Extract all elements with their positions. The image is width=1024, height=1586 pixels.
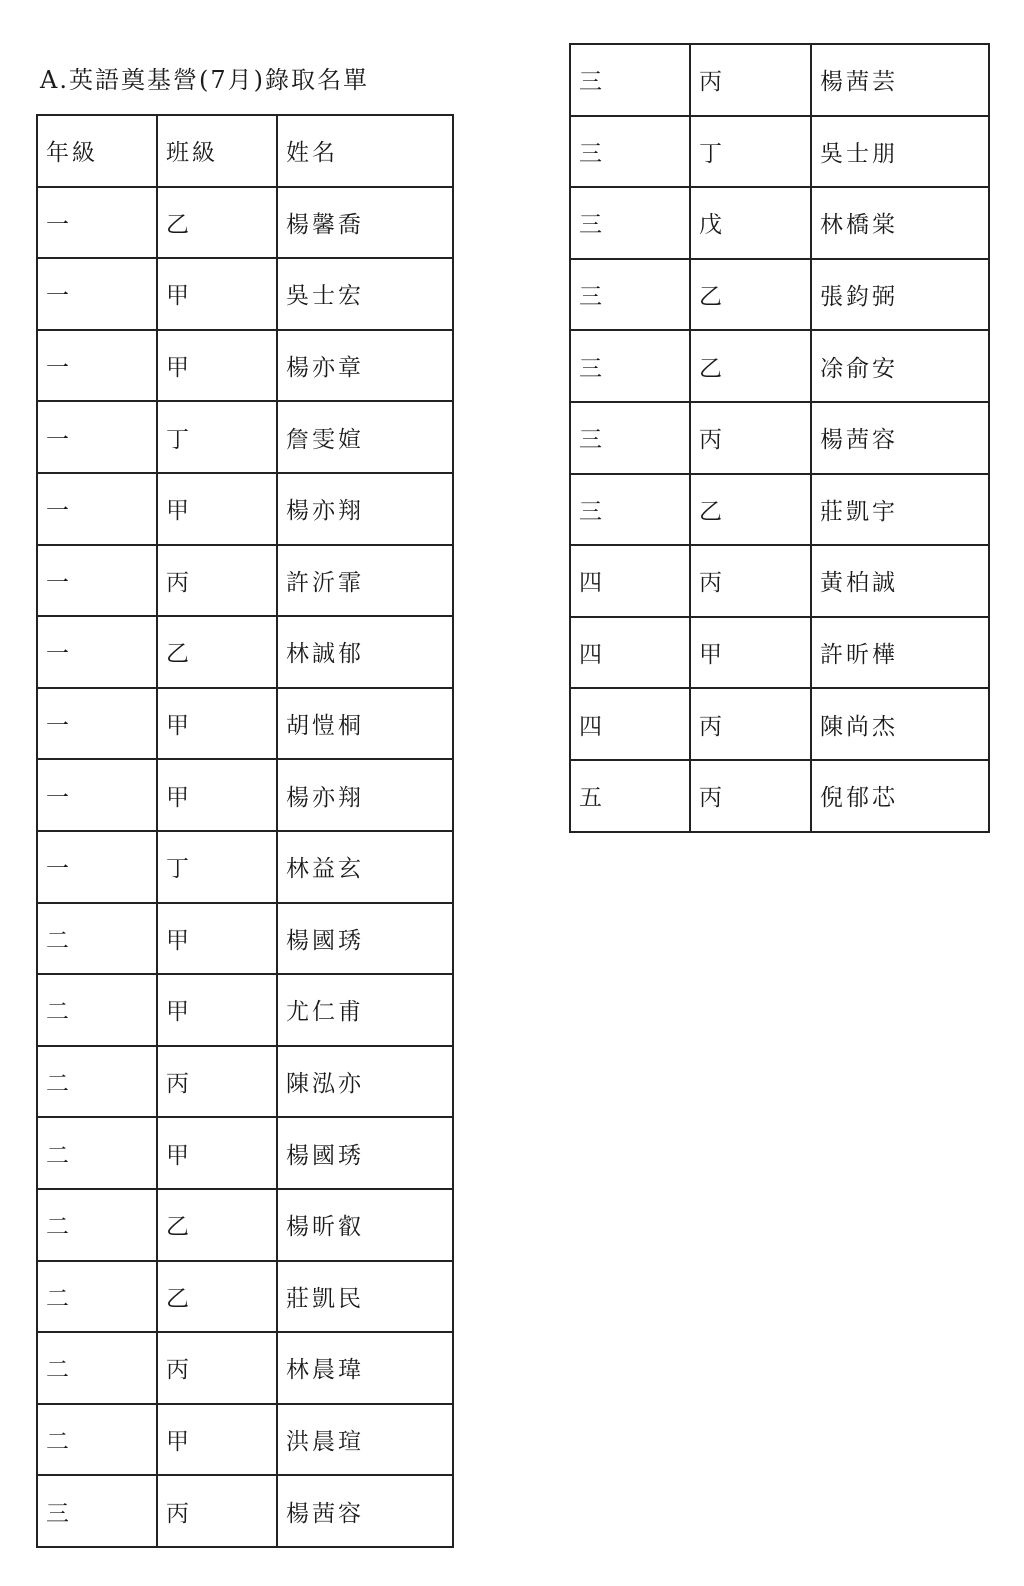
cell-class: 乙 xyxy=(157,1189,277,1261)
cell-student-name: 楊國琇 xyxy=(277,903,453,975)
document-title: A.英語奠基營(7月)錄取名單 xyxy=(40,66,369,94)
table-row xyxy=(570,545,989,617)
table-row xyxy=(570,402,989,474)
cell-student-name: 洪晨瑄 xyxy=(277,1404,453,1476)
cell-class: 乙 xyxy=(690,330,811,402)
cell-class: 甲 xyxy=(157,688,277,760)
cell-student-name: 林晨瑋 xyxy=(277,1332,453,1404)
cell-class: 乙 xyxy=(690,259,811,331)
table-row xyxy=(37,1475,453,1547)
cell-class: 甲 xyxy=(157,1117,277,1189)
cell-grade: 三 xyxy=(570,44,690,116)
table-row xyxy=(37,1117,453,1189)
cell-student-name: 凃俞安 xyxy=(811,330,989,402)
cell-grade: 一 xyxy=(37,473,157,545)
cell-student-name: 吳士朋 xyxy=(811,116,989,188)
cell-student-name: 倪郁芯 xyxy=(811,760,989,832)
cell-grade: 二 xyxy=(37,1046,157,1118)
cell-grade: 四 xyxy=(570,617,690,689)
cell-class: 丙 xyxy=(157,1475,277,1547)
cell-student-name: 陳泓亦 xyxy=(277,1046,453,1118)
cell-grade: 一 xyxy=(37,187,157,259)
cell-class: 甲 xyxy=(690,617,811,689)
cell-class: 甲 xyxy=(157,258,277,330)
cell-student-name: 胡愷桐 xyxy=(277,688,453,760)
cell-student-name: 楊國琇 xyxy=(277,1117,453,1189)
cell-class: 丙 xyxy=(690,545,811,617)
cell-class: 戊 xyxy=(690,187,811,259)
cell-grade: 五 xyxy=(570,760,690,832)
cell-class: 丙 xyxy=(690,760,811,832)
cell-class: 甲 xyxy=(157,903,277,975)
cell-student-name: 林橋棠 xyxy=(811,187,989,259)
table-row xyxy=(570,116,989,188)
cell-grade: 二 xyxy=(37,974,157,1046)
table-row xyxy=(37,688,453,760)
cell-grade: 二 xyxy=(37,1117,157,1189)
cell-student-name: 楊茜芸 xyxy=(811,44,989,116)
cell-student-name: 吳士宏 xyxy=(277,258,453,330)
cell-grade: 一 xyxy=(37,831,157,903)
table-row xyxy=(37,330,453,402)
cell-grade: 三 xyxy=(570,402,690,474)
admission-table-left xyxy=(36,114,454,1548)
cell-student-name: 林益玄 xyxy=(277,831,453,903)
cell-class: 丙 xyxy=(690,688,811,760)
cell-grade: 三 xyxy=(37,1475,157,1547)
table-row xyxy=(37,258,453,330)
cell-grade: 三 xyxy=(570,259,690,331)
cell-grade: 四 xyxy=(570,545,690,617)
table-row xyxy=(37,831,453,903)
table-row xyxy=(37,1189,453,1261)
table-row xyxy=(570,187,989,259)
table-row xyxy=(37,616,453,688)
cell-student-name: 詹雯媗 xyxy=(277,401,453,473)
cell-class: 丙 xyxy=(157,1046,277,1118)
cell-grade: 一 xyxy=(37,545,157,617)
cell-class: 乙 xyxy=(157,187,277,259)
table-row xyxy=(37,759,453,831)
table-row xyxy=(37,545,453,617)
cell-student-name: 許昕樺 xyxy=(811,617,989,689)
cell-class: 乙 xyxy=(157,616,277,688)
cell-grade: 三 xyxy=(570,474,690,546)
table-row xyxy=(37,473,453,545)
cell-grade: 三 xyxy=(570,116,690,188)
cell-class: 乙 xyxy=(157,1261,277,1333)
cell-student-name: 莊凱民 xyxy=(277,1261,453,1333)
cell-grade: 三 xyxy=(570,187,690,259)
table-body-right xyxy=(570,44,989,832)
cell-student-name: 林誠郁 xyxy=(277,616,453,688)
cell-class: 甲 xyxy=(157,473,277,545)
cell-student-name: 許沂霏 xyxy=(277,545,453,617)
table-row xyxy=(570,259,989,331)
table-row xyxy=(37,187,453,259)
header-grade: 年級 xyxy=(37,115,157,187)
table-row xyxy=(37,1046,453,1118)
cell-grade: 二 xyxy=(37,1332,157,1404)
cell-student-name: 楊馨喬 xyxy=(277,187,453,259)
table-header-row xyxy=(37,115,453,187)
cell-class: 丙 xyxy=(690,402,811,474)
cell-class: 丙 xyxy=(157,545,277,617)
table-row xyxy=(37,1404,453,1476)
table-row xyxy=(37,974,453,1046)
cell-grade: 一 xyxy=(37,401,157,473)
table-row xyxy=(570,474,989,546)
table-row xyxy=(37,1261,453,1333)
table-row xyxy=(37,903,453,975)
cell-class: 丁 xyxy=(690,116,811,188)
cell-student-name: 楊茜容 xyxy=(277,1475,453,1547)
cell-grade: 二 xyxy=(37,1404,157,1476)
table-row xyxy=(570,330,989,402)
cell-grade: 一 xyxy=(37,258,157,330)
cell-student-name: 楊昕叡 xyxy=(277,1189,453,1261)
cell-student-name: 張鈞弼 xyxy=(811,259,989,331)
cell-class: 甲 xyxy=(157,1404,277,1476)
table-row xyxy=(37,1332,453,1404)
table-row xyxy=(570,44,989,116)
admission-table-right xyxy=(569,43,990,833)
cell-class: 甲 xyxy=(157,759,277,831)
table-row xyxy=(570,617,989,689)
cell-grade: 一 xyxy=(37,330,157,402)
header-class: 班級 xyxy=(157,115,277,187)
header-name: 姓名 xyxy=(277,115,453,187)
cell-student-name: 楊茜容 xyxy=(811,402,989,474)
cell-grade: 一 xyxy=(37,688,157,760)
table-row xyxy=(570,688,989,760)
cell-grade: 一 xyxy=(37,759,157,831)
cell-class: 甲 xyxy=(157,330,277,402)
cell-class: 丁 xyxy=(157,831,277,903)
cell-student-name: 黃柏誠 xyxy=(811,545,989,617)
cell-student-name: 楊亦章 xyxy=(277,330,453,402)
cell-class: 丁 xyxy=(157,401,277,473)
table-row xyxy=(37,401,453,473)
table-row xyxy=(570,760,989,832)
cell-class: 乙 xyxy=(690,474,811,546)
cell-grade: 四 xyxy=(570,688,690,760)
cell-grade: 三 xyxy=(570,330,690,402)
cell-grade: 一 xyxy=(37,616,157,688)
cell-student-name: 尤仁甫 xyxy=(277,974,453,1046)
table-body-left xyxy=(37,187,453,1547)
cell-student-name: 楊亦翔 xyxy=(277,473,453,545)
cell-grade: 二 xyxy=(37,903,157,975)
cell-student-name: 陳尚杰 xyxy=(811,688,989,760)
cell-class: 丙 xyxy=(157,1332,277,1404)
cell-grade: 二 xyxy=(37,1261,157,1333)
cell-grade: 二 xyxy=(37,1189,157,1261)
cell-student-name: 楊亦翔 xyxy=(277,759,453,831)
cell-class: 甲 xyxy=(157,974,277,1046)
cell-student-name: 莊凱宇 xyxy=(811,474,989,546)
cell-class: 丙 xyxy=(690,44,811,116)
